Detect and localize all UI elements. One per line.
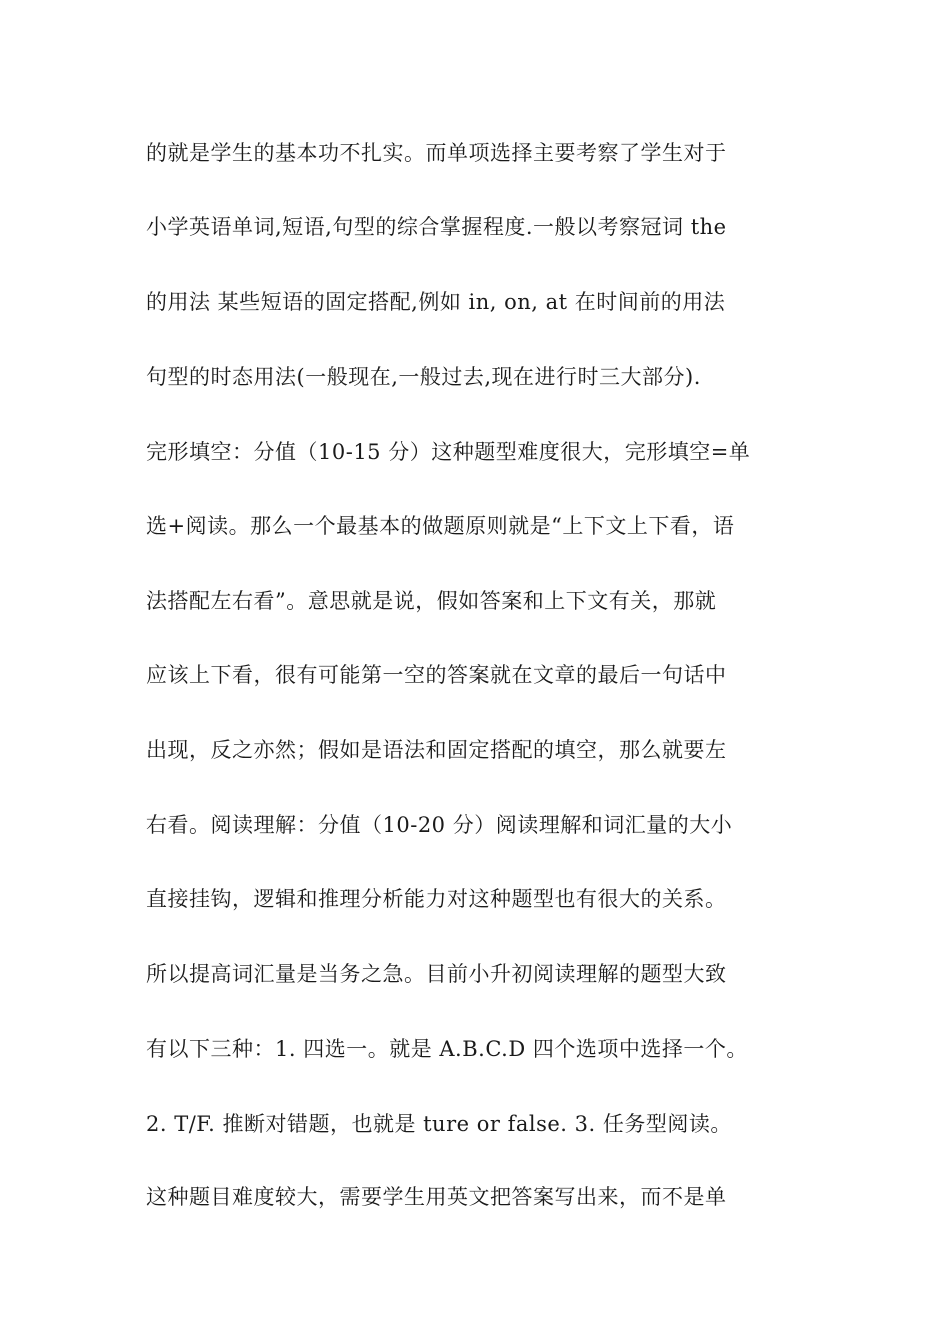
- paragraph-line: 句型的时态用法(一般现在,一般过去,现在进行时三大部分).: [146, 365, 701, 389]
- paragraph-line: 所以提高词汇量是当务之急。目前小升初阅读理解的题型大致: [146, 962, 727, 986]
- paragraph-line: 的就是学生的基本功不扎实。而单项选择主要考察了学生对于: [146, 141, 727, 165]
- paragraph-line: 完形填空：分值（10-15 分）这种题型难度很大，完形填空=单: [146, 440, 751, 464]
- paragraph-line: 2. T/F. 推断对错题，也就是 ture or false. 3. 任务型阅读。: [146, 1112, 732, 1136]
- paragraph-line: 有以下三种：1. 四选一。就是 A.B.C.D 四个选项中选择一个。: [146, 1037, 748, 1061]
- paragraph-line: 的用法 某些短语的固定搭配,例如 in, on, at 在时间前的用法: [146, 290, 726, 314]
- paragraph-line: 应该上下看，很有可能第一空的答案就在文章的最后一句话中: [146, 663, 727, 687]
- paragraph-line: 这种题目难度较大，需要学生用英文把答案写出来，而不是单: [146, 1185, 727, 1209]
- paragraph-line: 选+阅读。那么一个最基本的做题原则就是“上下文上下看，语: [146, 514, 735, 538]
- paragraph-line: 出现，反之亦然；假如是语法和固定搭配的填空，那么就要左: [146, 738, 727, 762]
- paragraph-line: 小学英语单词,短语,句型的综合掌握程度.一般以考察冠词 the: [146, 215, 727, 239]
- paragraph-line: 右看。阅读理解：分值（10-20 分）阅读理解和词汇量的大小: [146, 813, 733, 837]
- paragraph-line: 直接挂钩，逻辑和推理分析能力对这种题型也有很大的关系。: [146, 887, 727, 911]
- paragraph-line: 法搭配左右看”。意思就是说，假如答案和上下文有关，那就: [146, 589, 717, 613]
